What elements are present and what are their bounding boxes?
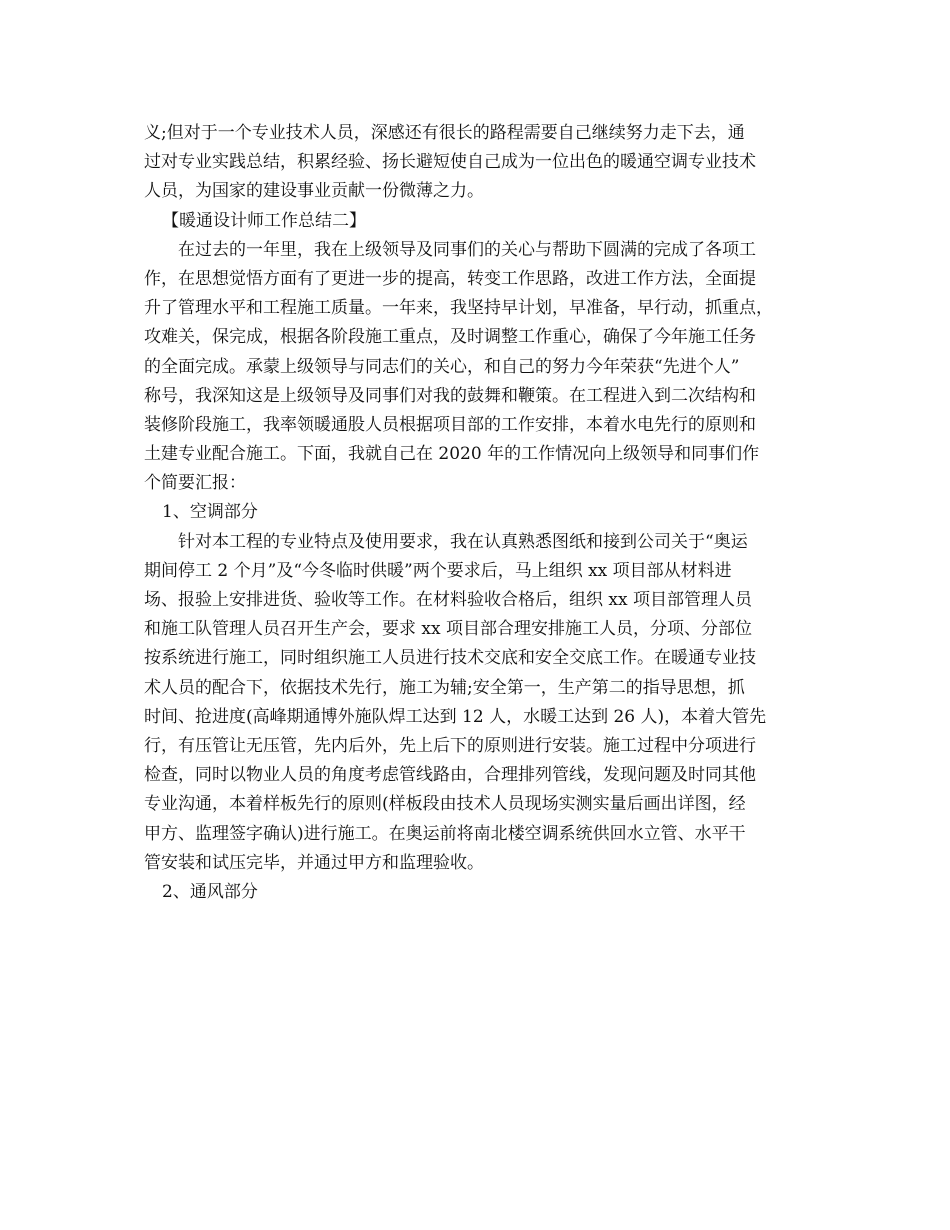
text-line: 期间停工 2 个月”及“今冬临时供暖”两个要求后，马上组织 xx 项目部从材料进	[144, 560, 732, 581]
text-line: 个简要汇报：	[144, 473, 246, 494]
text-line: 过对专业实践总结，积累经验、扬长避短使自己成为一位出色的暖通空调专业技术	[144, 152, 756, 173]
text-line: 检查，同时以物业人员的角度考虑管线路由，合理排列管线，发现问题及时同其他	[144, 765, 756, 786]
text-line: 甲方、监理签字确认)进行施工。在奥运前将南北楼空调系统供回水立管、水平干	[144, 823, 746, 844]
text-line: 针对本工程的专业特点及使用要求，我在认真熟悉图纸和接到公司关于“奥运	[178, 531, 748, 552]
text-line: 【暖通设计师工作总结二】	[162, 210, 366, 231]
document-body	[144, 119, 820, 907]
text-line: 土建专业配合施工。下面，我就自己在 2020 年的工作情况向上级领导和同事们作	[144, 444, 760, 465]
text-line: 场、报验上安排进货、验收等工作。在材料验收合格后，组织 xx 项目部管理人员	[144, 590, 752, 610]
text-line: 攻难关，保完成，根据各阶段施工重点，及时调整工作重心，确保了今年施工任务	[144, 327, 756, 348]
text-line: 1、空调部分	[162, 502, 258, 523]
text-line: 称号，我深知这是上级领导及同事们对我的鼓舞和鞭策。在工程进入到二次结构和	[144, 385, 756, 406]
text-line: 专业沟通，本着样板先行的原则(样板段由技术人员现场实测实量后画出详图，经	[144, 794, 746, 815]
text-line: 行，有压管让无压管，先内后外，先上后下的原则进行安装。施工过程中分项进行	[144, 735, 756, 756]
text-line: 义;但对于一个专业技术人员，深感还有很长的路程需要自己继续努力走下去，通	[144, 123, 745, 143]
text-line: 和施工队管理人员召开生产会，要求 xx 项目部合理安排施工人员，分项、分部位	[144, 619, 752, 640]
text-line: 在过去的一年里，我在上级领导及同事们的关心与帮助下圆满的完成了各项工	[178, 239, 756, 260]
text-line: 人员，为国家的建设事业贡献一份微薄之力。	[144, 181, 484, 202]
text-line: 术人员的配合下，依据技术先行，施工为辅;安全第一，生产第二的指导思想，抓	[144, 677, 745, 698]
text-line: 升了管理水平和工程施工质量。一年来，我坚持早计划，早准备，早行动，抓重点，	[144, 298, 773, 319]
text-line: 作，在思想觉悟方面有了更进一步的提高，转变工作思路，改进工作方法，全面提	[144, 268, 756, 289]
text-line: 时间、抢进度(高峰期通博外施队焊工达到 12 人，水暖工达到 26 人)，本着大管先	[144, 706, 767, 727]
text-line: 按系统进行施工，同时组织施工人员进行技术交底和安全交底工作。在暖通专业技	[144, 648, 756, 669]
text-line: 2、通风部分	[162, 881, 258, 902]
text-line: 装修阶段施工，我率领暖通股人员根据项目部的工作安排，本着水电先行的原则和	[144, 414, 756, 435]
text-line: 管安装和试压完毕，并通过甲方和监理验收。	[144, 852, 484, 873]
text-line: 的全面完成。承蒙上级领导与同志们的关心，和自己的努力今年荣获“先进个人”	[144, 356, 740, 377]
